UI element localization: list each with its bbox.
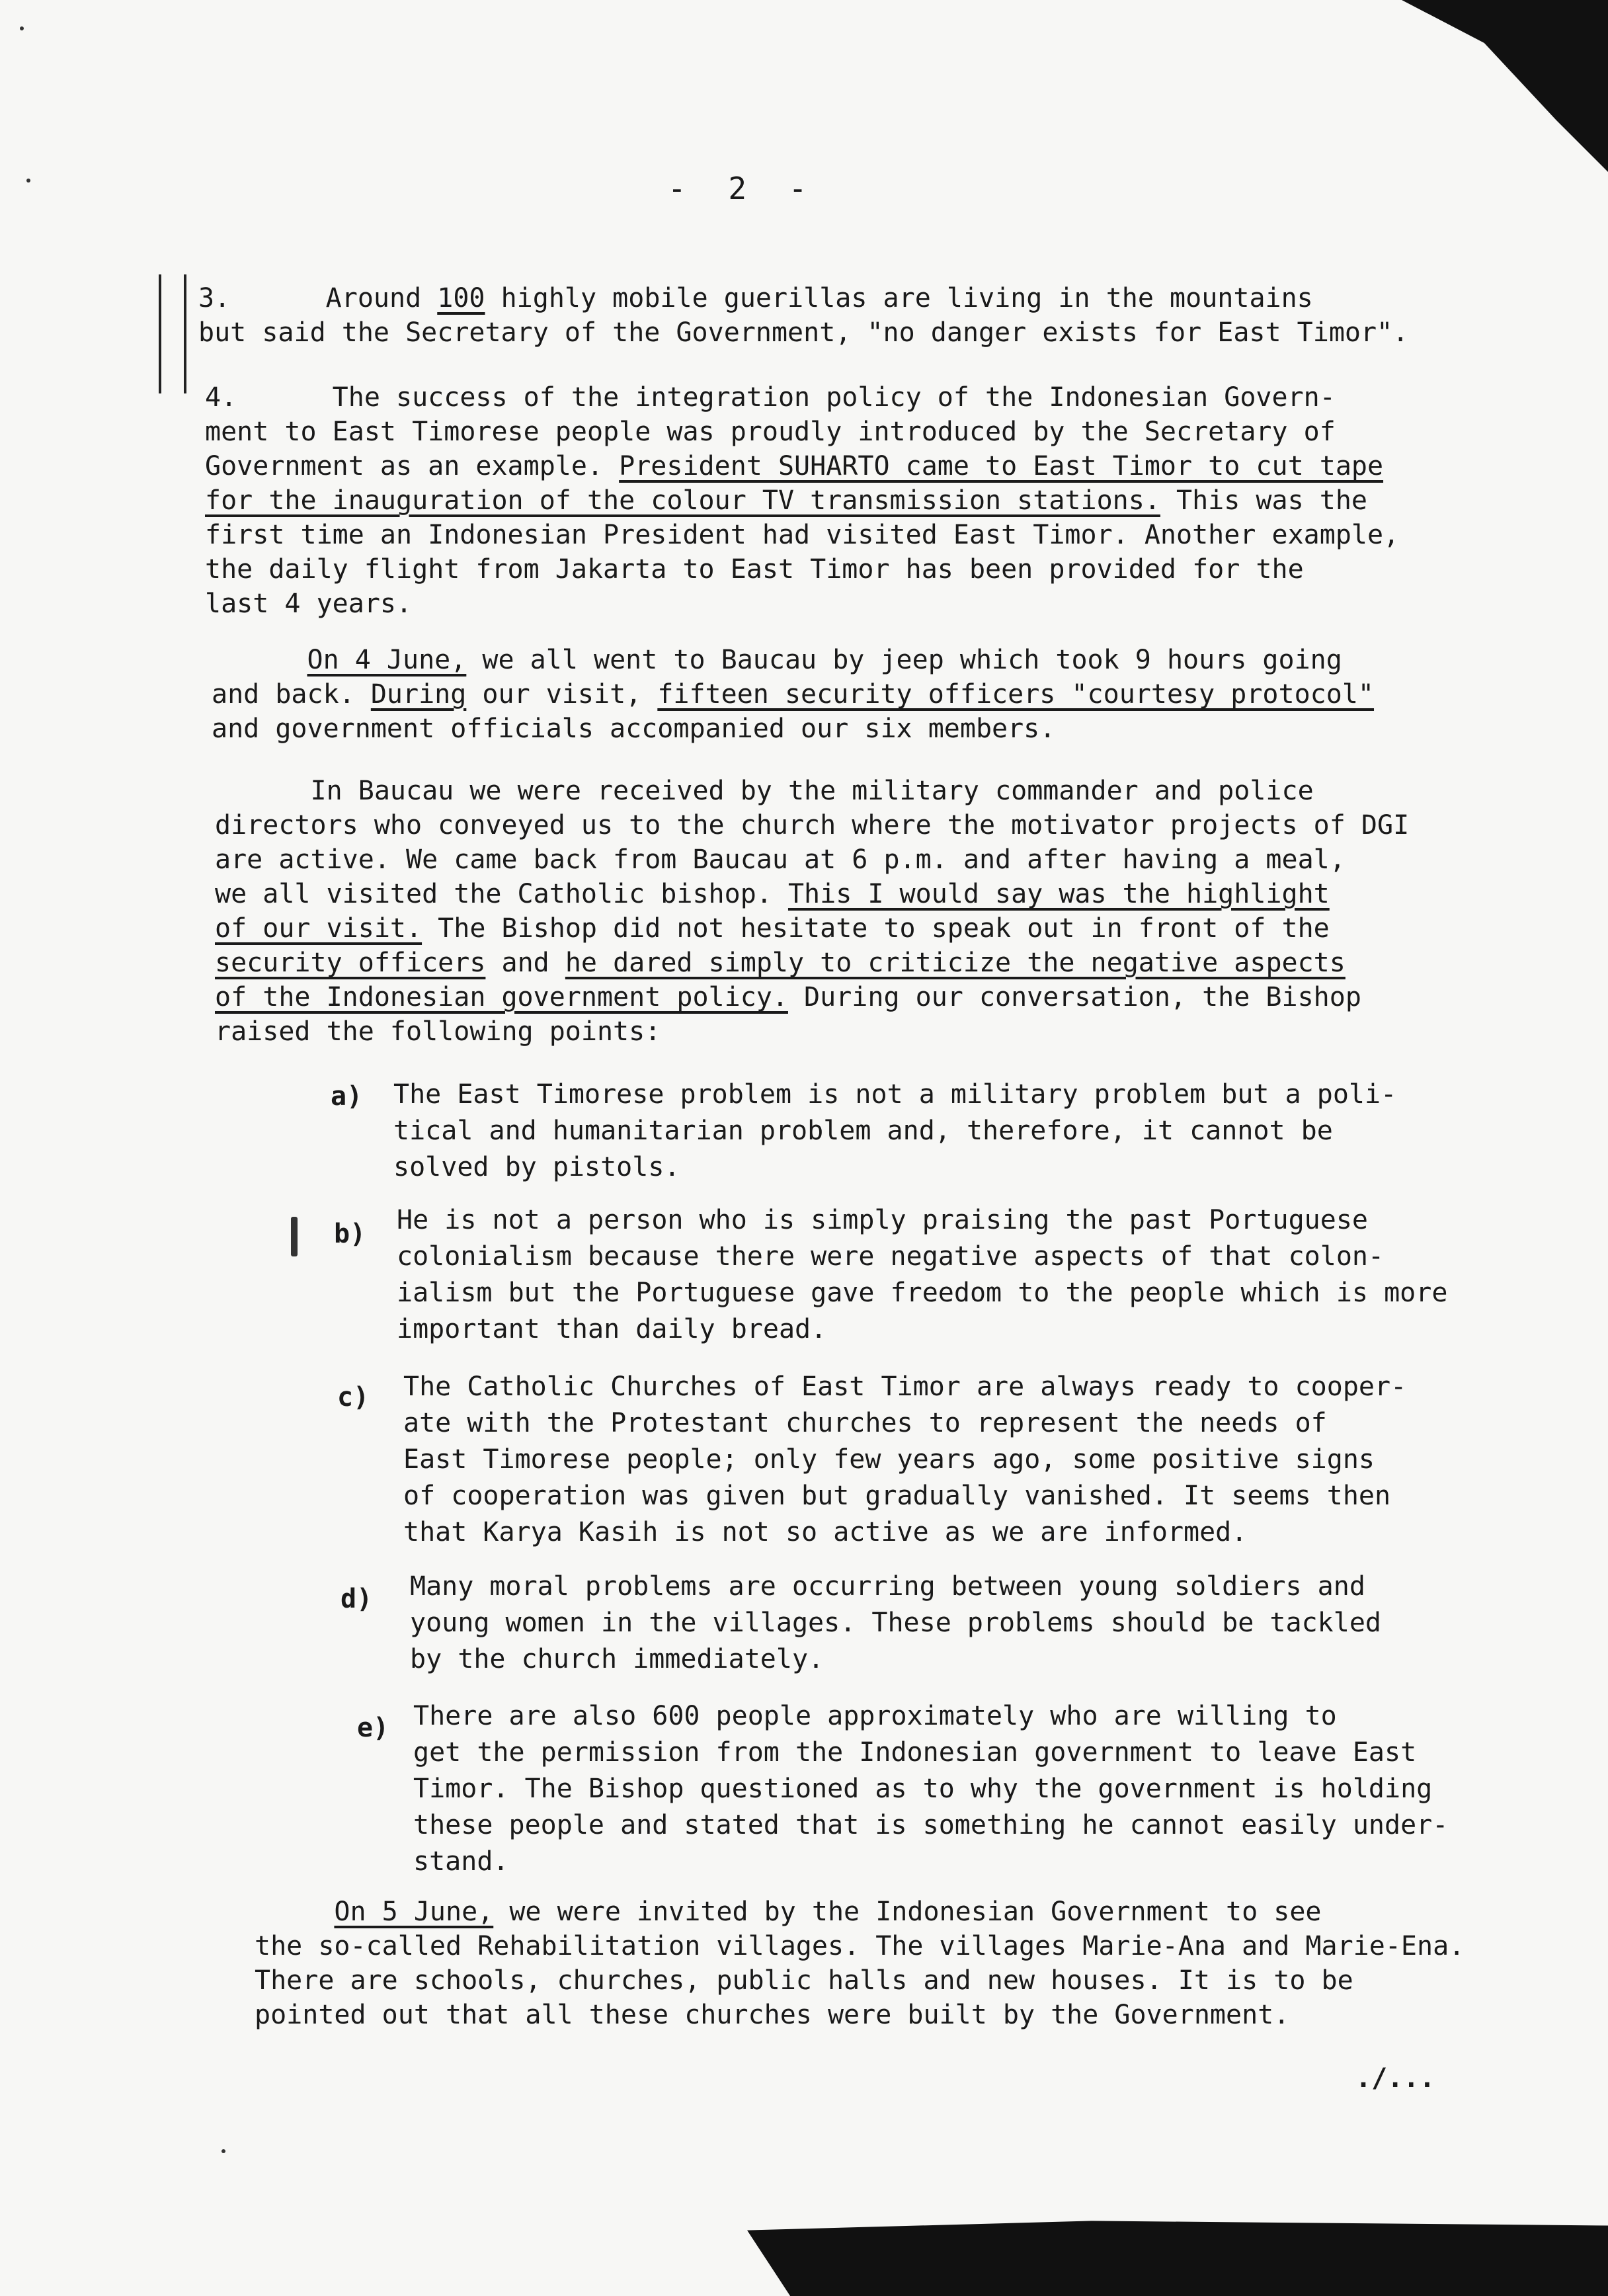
text: There are schools, churches, public halls and new houses. It is to be [255,1965,1353,1996]
scan-shadow-bottom [747,2202,1608,2296]
scan-shadow-top-right [1402,0,1608,172]
point-a-text [393,1077,1396,1186]
point-e-text [413,1698,1448,1880]
point-d-text [410,1569,1381,1678]
text: of cooperation was given but gradually vanished. It seems then [403,1481,1391,1511]
text: He is not a person who is simply praising the past Portuguese [397,1205,1369,1235]
text: The East Timorese problem is not a military problem but a poli- [393,1079,1397,1110]
text: pointed out that all these churches were built by the Government. [255,2000,1290,2030]
text: solved by pistols. [393,1152,680,1182]
text: and government officials accompanied our six members. [212,714,1056,744]
text: we were invited by the Indonesian Government to see [493,1897,1322,1927]
text: the so-called Rehabilitation villages. The villages Marie-Ana and Marie-Ena. [255,1931,1465,1961]
point-c-label: c) [337,1382,370,1413]
paragraph-number: 4. [205,382,237,413]
text: ate with the Protestant churches to represent the needs of [403,1408,1327,1438]
text: highly mobile guerillas are living in the mountains [485,283,1313,313]
paragraph-baucau [215,774,1409,1049]
paragraph-june-4 [212,643,1374,746]
point-c-text [403,1369,1406,1551]
point-b-label: b) [334,1219,366,1249]
text: but said the Secretary of the Government, "no danger exists for East Timor". [198,317,1409,348]
text: get the permission from the Indonesian government to leave East [413,1737,1417,1768]
text: directors who conveyed us to the church where the motivator projects of DGI [215,810,1410,840]
text: the daily flight from Jakarta to East Timor has been provided for the [205,554,1304,585]
underlined-text: This I would say was the highlight [787,879,1330,909]
underlined-text: he dared simply to criticize the negative aspects [565,948,1346,978]
continuation-mark: ./... [1355,2063,1435,2094]
text: we all visited the Catholic bishop. [215,879,788,909]
point-d-label: d) [341,1584,373,1614]
text: first time an Indonesian President had visited East Timor. Another example, [205,520,1400,550]
text: ialism but the Portuguese gave freedom to the people which is more [397,1278,1448,1308]
page-number: - 2 - [668,171,819,206]
text: young women in the villages. These problems should be tackled [410,1608,1382,1638]
text: Government as an example. [205,451,620,481]
text: our visit, [466,679,658,710]
text: are active. We came back from Baucau at 6 p.m. and after having a meal, [215,844,1346,875]
text: important than daily bread. [397,1314,827,1344]
text: we all went to Baucau by jeep which took 9 hours going [466,645,1342,675]
point-e-label: e) [357,1713,389,1743]
text: tical and humanitarian problem and, therefore, it cannot be [393,1116,1333,1146]
underlined-text: of the Indonesian government policy. [215,982,788,1012]
text: The Bishop did not hesitate to speak out in front of the [422,913,1330,944]
underlined-text: 100 [437,283,485,313]
text: raised the following points: [215,1016,661,1047]
text: last 4 years. [205,589,413,619]
text: Many moral problems are occurring between young soldiers and [410,1571,1365,1602]
text: that Karya Kasih is not so active as we are informed. [403,1517,1248,1547]
scan-speck [26,179,30,183]
text: colonialism because there were negative aspects of that colon- [397,1241,1385,1272]
text: In Baucau we were received by the military commander and police [310,776,1314,806]
text: East Timorese people; only few years ago, some positive signs [403,1444,1375,1475]
text: The success of the integration policy of the Indonesian Govern- [332,382,1336,413]
text: these people and stated that is something he cannot easily under- [413,1810,1449,1840]
underlined-text: During [370,679,467,710]
paragraph-june-5 [255,1895,1465,2032]
text: The Catholic Churches of East Timor are always ready to cooper- [403,1372,1407,1402]
text: and [485,948,565,978]
text: by the church immediately. [410,1644,824,1674]
text: stand. [413,1846,509,1877]
paragraph-3 [198,281,1408,350]
scan-speck [20,26,24,30]
point-a-label: a) [331,1081,363,1112]
text: During our conversation, the Bishop [787,982,1361,1012]
text: and back. [212,679,371,710]
margin-bracket [159,274,186,393]
text: ment to East Timorese people was proudly introduced by the Secretary of [205,417,1336,447]
text: There are also 600 people approximately who are willing to [413,1701,1337,1731]
underlined-text: On 4 June, [307,645,467,675]
underlined-text: of our visit. [215,913,422,944]
underlined-text: On 5 June, [334,1897,494,1927]
scan-speck [221,2149,225,2153]
scan-speck [291,1217,298,1256]
underlined-text: President SUHARTO came to East Timor to cut tape [619,451,1384,481]
text: This was the [1160,485,1367,516]
point-b-text [397,1202,1447,1348]
underlined-text: fifteen security officers "courtesy protocol" [657,679,1375,710]
underlined-text: for the inauguration of the colour TV transmission stations. [205,485,1160,516]
text: Timor. The Bishop questioned as to why the government is holding [413,1774,1433,1804]
paragraph-number: 3. [198,283,231,313]
paragraph-4 [205,380,1399,621]
text: Around [325,283,438,313]
underlined-text: security officers [215,948,486,978]
